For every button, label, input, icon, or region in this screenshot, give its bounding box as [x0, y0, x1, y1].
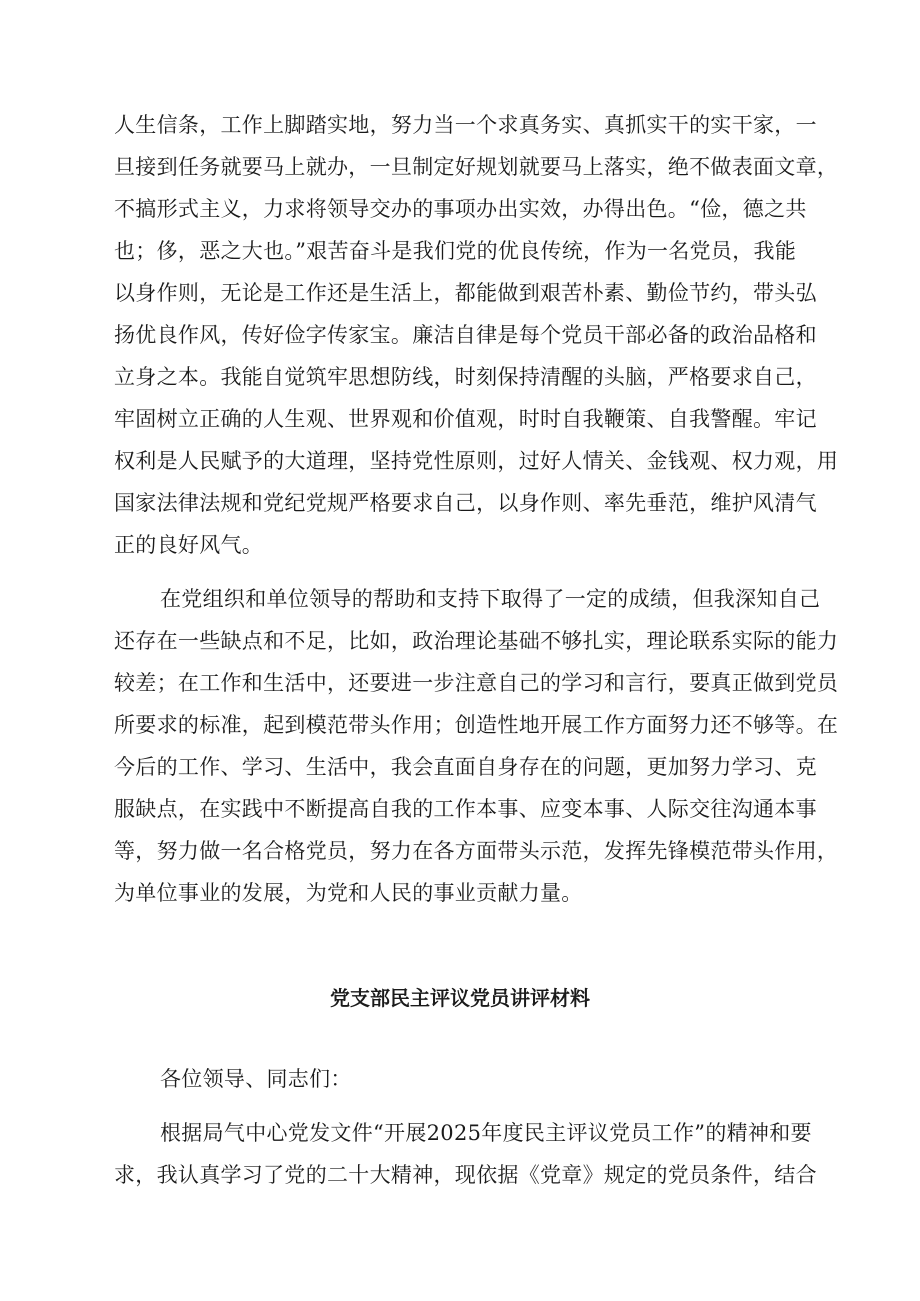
- paragraph-2: [114, 578, 839, 914]
- paragraph-2-line: 服缺点，在实践中不断提高自我的工作本事、应变本事、人际交往沟通本事: [114, 797, 817, 821]
- paragraph-3-line: 求，我认真学习了党的二十大精神，现依据《党章》规定的党员条件，结合: [114, 1163, 817, 1187]
- salutation: 各位领导、同志们：: [160, 1067, 352, 1091]
- paragraph-2-line: 在党组织和单位领导的帮助和支持下取得了一定的成绩，但我深知自己: [160, 587, 821, 611]
- paragraph-1-line: 也；侈，恶之大也。”艰苦奋斗是我们党的优良传统，作为一名党员，我能: [114, 239, 797, 263]
- salutation-block: [114, 1058, 830, 1100]
- paragraph-2-line: 较差；在工作和生活中，还要进一步注意自己的学习和言行，要真正做到党员: [114, 671, 839, 695]
- paragraph-3-line: 根据局气中心党发文件“开展2025年度民主评议党员工作”的精神和要: [160, 1121, 812, 1145]
- paragraph-1-line: 不搞形式主义，力求将领导交办的事项办出实效，办得出色。“俭，德之共: [114, 197, 807, 221]
- paragraph-2-line: 今后的工作、学习、生活中，我会直面自身存在的问题，更加努力学习、克: [114, 755, 817, 779]
- paragraph-1-line: 旦接到任务就要马上就办，一旦制定好规划就要马上落实，绝不做表面文章，: [114, 155, 839, 179]
- paragraph-3: [114, 1112, 830, 1196]
- paragraph-1-line: 牢固树立正确的人生观、世界观和价值观，时时自我鞭策、自我警醒。牢记: [114, 407, 817, 431]
- paragraph-2-line: 所要求的标准，起到模范带头作用；创造性地开展工作方面努力还不够等。在: [114, 713, 839, 737]
- paragraph-1-line: 权利是人民赋予的大道理，坚持党性原则，过好人情关、金钱观、权力观，用: [114, 449, 839, 473]
- paragraph-1-line: 正的良好风气。: [114, 533, 264, 557]
- paragraph-1-line: 立身之本。我能自觉筑牢思想防线，时刻保持清醒的头脑，严格要求自己，: [114, 365, 817, 389]
- paragraph-1-line: 国家法律法规和党纪党规严格要求自己，以身作则、率先垂范，维护风清气: [114, 491, 817, 515]
- paragraph-2-line: 等，努力做一名合格党员，努力在各方面带头示范，发挥先锋模范带头作用，: [114, 839, 839, 863]
- paragraph-2-line: 为单位事业的发展，为党和人民的事业贡献力量。: [114, 881, 583, 905]
- paragraph-1-line: 人生信条，工作上脚踏实地，努力当一个求真务实、真抓实干的实干家，一: [114, 113, 817, 137]
- paragraph-1-line: 以身作则，无论是工作还是生活上，都能做到艰苦朴素、勤俭节约，带头弘: [114, 281, 817, 305]
- section-title: 党支部民主评议党员讲评材料: [330, 986, 590, 1010]
- paragraph-2-line: 还存在一些缺点和不足，比如，政治理论基础不够扎实，理论联系实际的能力: [114, 629, 839, 653]
- paragraph-1-line: 扬优良作风，传好俭字传家宝。廉洁自律是每个党员干部必备的政治品格和: [114, 323, 817, 347]
- paragraph-1: [114, 104, 839, 566]
